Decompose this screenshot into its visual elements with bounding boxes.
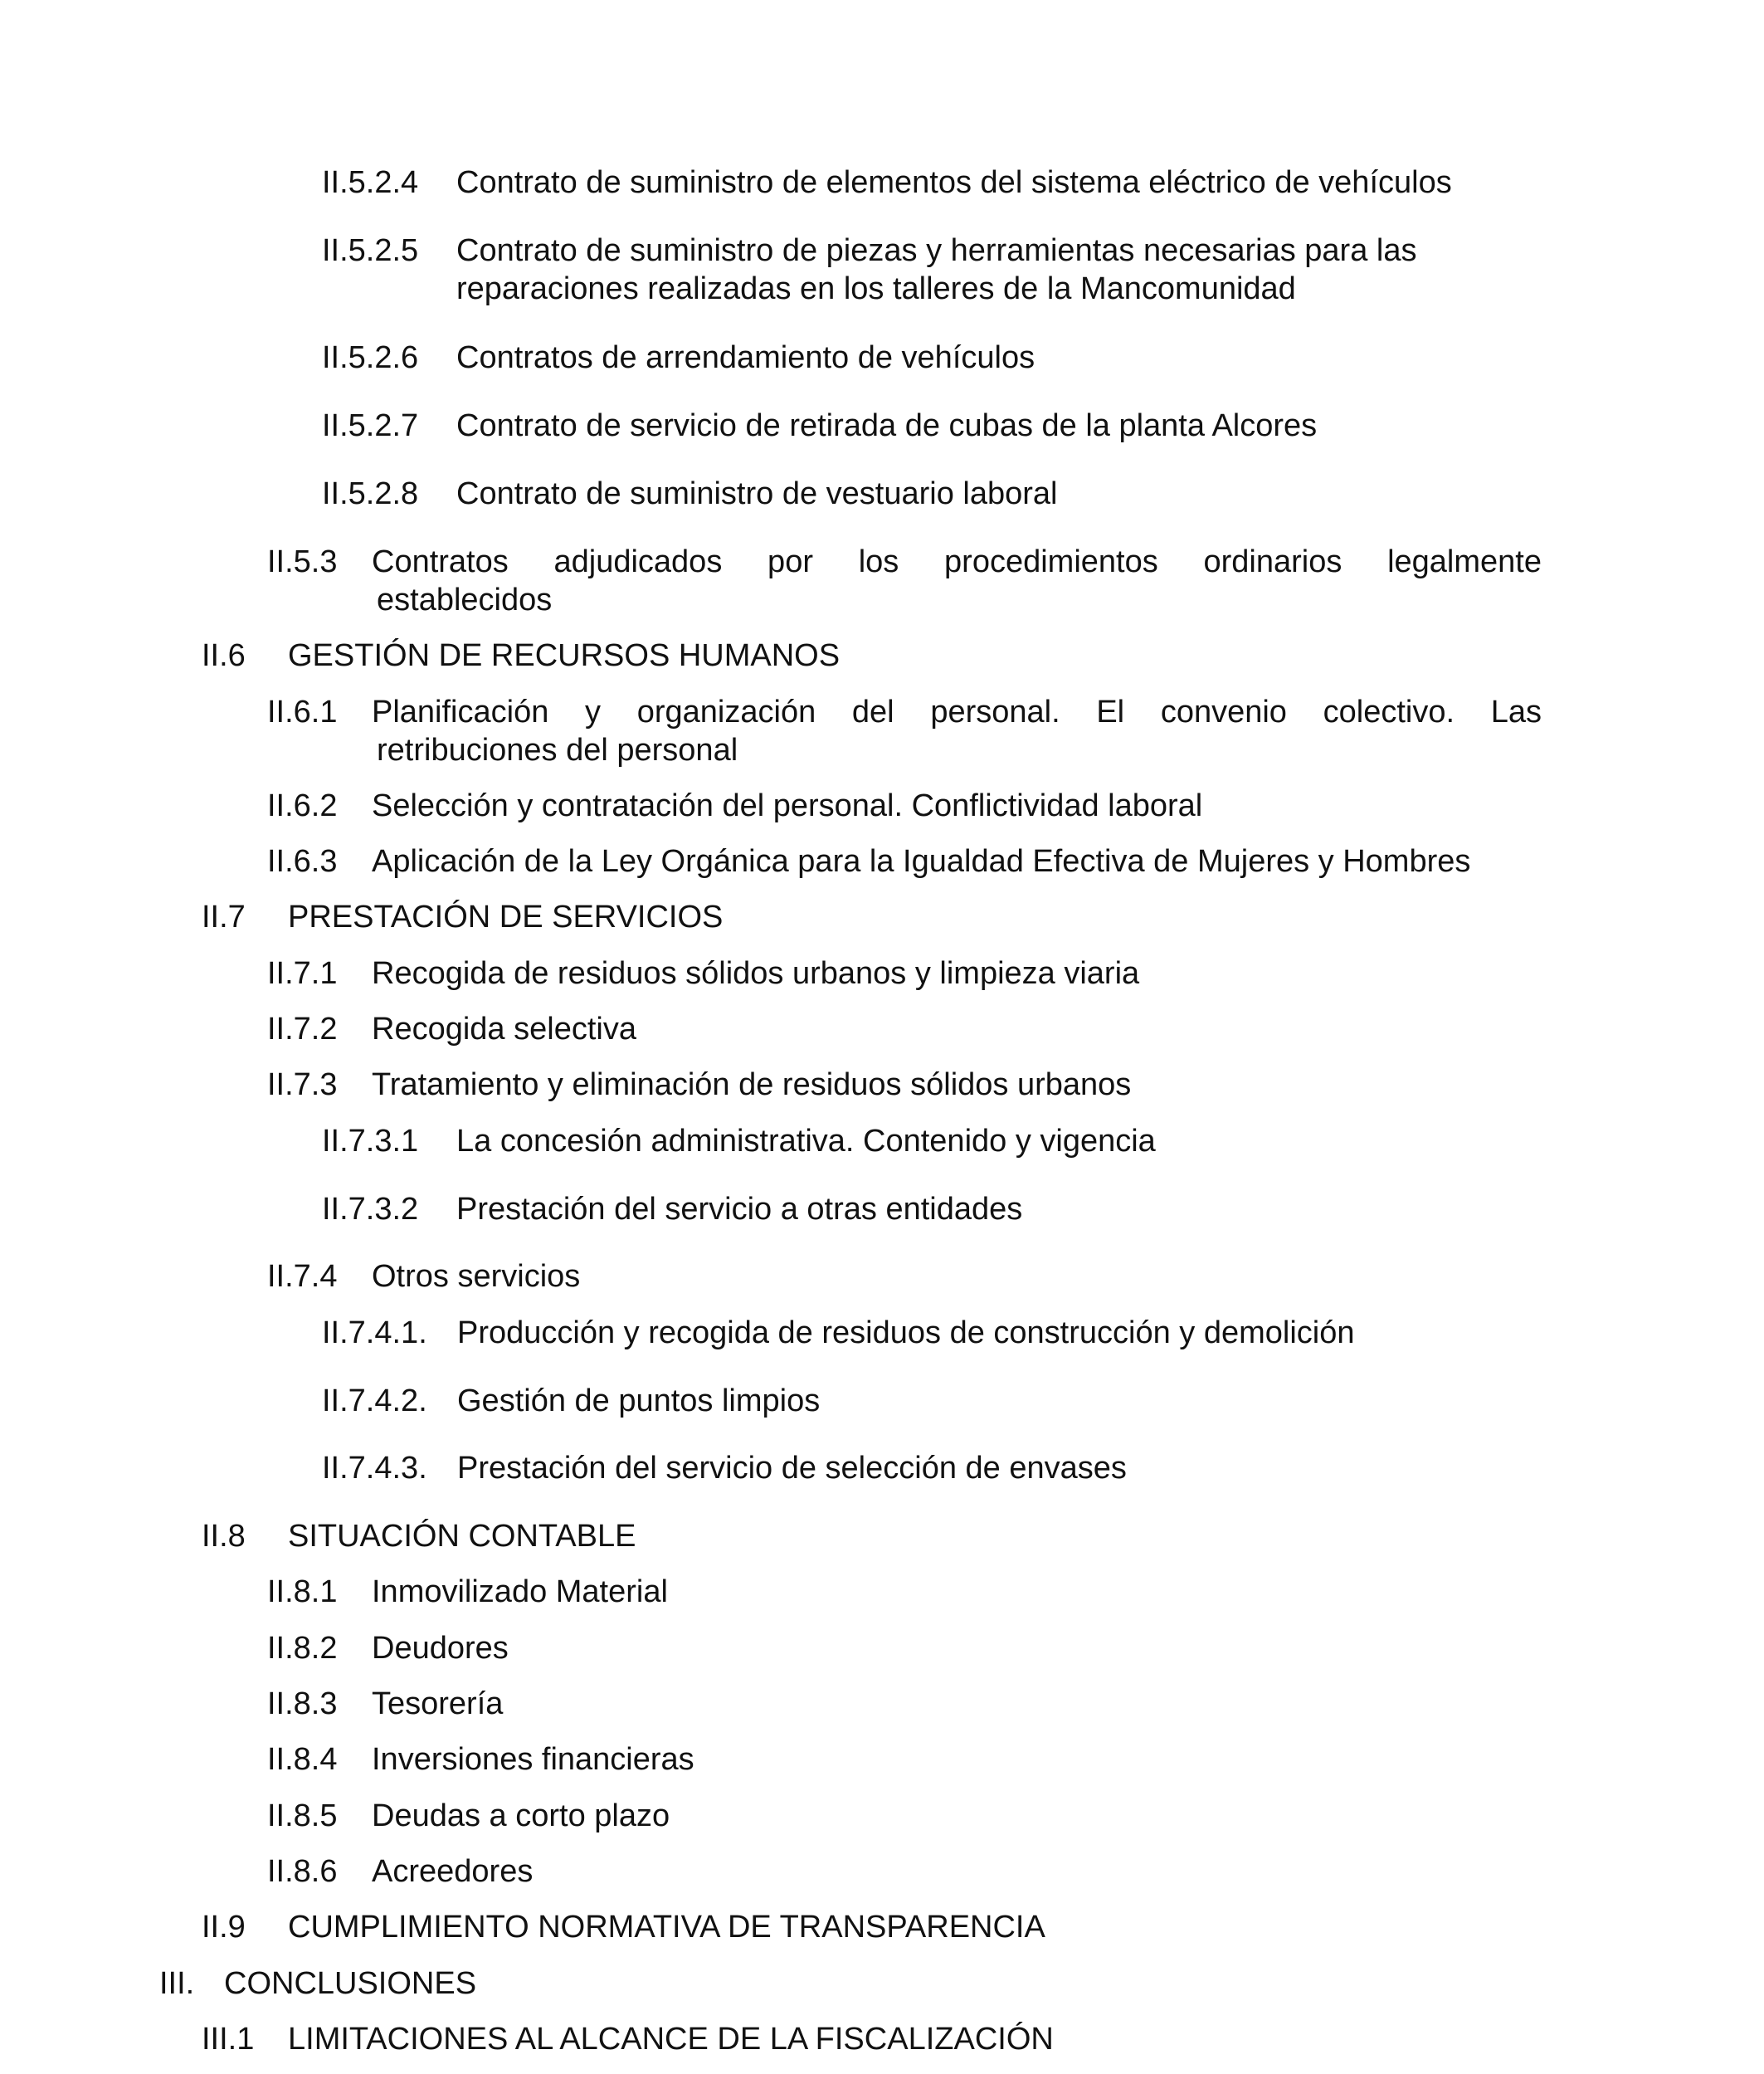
toc-entry-title: Acreedores: [372, 1854, 534, 1889]
toc-entry-title-line: Contratos adjudicados por los procedimientos ordinarios legalmente: [372, 544, 1542, 579]
toc-entry-number: II.8.3: [267, 1686, 338, 1721]
toc-entry-title-line: establecidos: [377, 583, 553, 617]
toc-entry-number: II.7: [202, 900, 246, 935]
toc-entry-title-line: Planificación y organización del personal. El convenio colectivo. Las: [372, 695, 1542, 730]
toc-entry-title: Prestación del servicio de selección de envases: [457, 1451, 1127, 1486]
toc-entry-title: Deudas a corto plazo: [372, 1798, 670, 1833]
toc-entry-number: II.5.2.4: [322, 165, 419, 200]
toc-entry-title: Inversiones financieras: [372, 1742, 694, 1777]
toc-entry-number: II.7.4.1.: [322, 1315, 427, 1350]
toc-entry-title: Selección y contratación del personal. Conflictividad laboral: [372, 788, 1203, 823]
toc-entry-number: III.: [159, 1966, 195, 2001]
toc-entry-number: II.7.3.1: [322, 1124, 419, 1159]
toc-entry-title: Otros servicios: [372, 1259, 581, 1294]
toc-entry-title-line: Contrato de suministro de piezas y herramientas necesarias para las: [456, 233, 1417, 268]
toc-entry-title: Gestión de puntos limpios: [457, 1383, 821, 1418]
toc-entry-number: II.7.4.2.: [322, 1383, 427, 1418]
toc-entry-number: II.6.2: [267, 788, 338, 823]
toc-entry-number: II.6.1: [267, 695, 338, 730]
toc-entry-number: II.6: [202, 638, 246, 673]
toc-entry[interactable]: [267, 543, 1542, 619]
toc-entry-title: PRESTACIÓN DE SERVICIOS: [288, 900, 724, 935]
toc-entry-number: II.7.1: [267, 956, 338, 991]
toc-entry-title: Contrato de suministro de vestuario laboral: [456, 476, 1058, 511]
toc-entry-title: Contrato de suministro de elementos del sistema eléctrico de vehículos: [456, 165, 1452, 200]
toc-entry-title: Recogida de residuos sólidos urbanos y limpieza viaria: [372, 956, 1140, 991]
toc-entry-number: II.8.5: [267, 1798, 338, 1833]
toc-entry-number: II.7.3: [267, 1067, 338, 1102]
toc-entry-number: II.9: [202, 1910, 246, 1945]
toc-entry-title: SITUACIÓN CONTABLE: [288, 1519, 636, 1554]
toc-entry-title: Recogida selectiva: [372, 1012, 636, 1047]
toc-entry-title: Producción y recogida de residuos de construcción y demolición: [457, 1315, 1355, 1350]
toc-entry-title: Aplicación de la Ley Orgánica para la Igualdad Efectiva de Mujeres y Hombres: [372, 844, 1471, 879]
toc-entry-title: Inmovilizado Material: [372, 1574, 668, 1609]
toc-entry-title: GESTIÓN DE RECURSOS HUMANOS: [288, 638, 841, 673]
toc-entry-title: LIMITACIONES AL ALCANCE DE LA FISCALIZACIÓN: [288, 2022, 1054, 2057]
toc-entry-number: II.7.2: [267, 1012, 338, 1047]
toc-entry-number: II.8.1: [267, 1574, 338, 1609]
toc-entry-number: II.6.3: [267, 844, 338, 879]
toc-entry-number: II.7.4: [267, 1259, 338, 1294]
toc-entry-title: Contratos de arrendamiento de vehículos: [456, 340, 1035, 375]
toc-entry-number: II.8: [202, 1519, 246, 1554]
toc-entry-title: CUMPLIMIENTO NORMATIVA DE TRANSPARENCIA: [288, 1910, 1045, 1945]
toc-entry-number: II.5.2.6: [322, 340, 419, 375]
toc-entry-title: CONCLUSIONES: [224, 1966, 477, 2001]
toc-entry-title-line: reparaciones realizadas en los talleres de la Mancomunidad: [456, 271, 1296, 306]
toc-entry-number: II.8.6: [267, 1854, 338, 1889]
toc-entry-number: II.5.2.8: [322, 476, 419, 511]
toc-entry-title: Tratamiento y eliminación de residuos sólidos urbanos: [372, 1067, 1132, 1102]
toc-entry-title: La concesión administrativa. Contenido y vigencia: [456, 1124, 1156, 1159]
toc-entry-number: II.5.2.7: [322, 408, 419, 443]
toc-entry-number: II.7.3.2: [322, 1192, 419, 1227]
toc-entry-number: II.8.4: [267, 1742, 338, 1777]
toc-entry-title-line: retribuciones del personal: [377, 733, 738, 768]
toc-entry-number: II.5.2.5: [322, 233, 419, 268]
toc-entry-title: Deudores: [372, 1631, 509, 1666]
toc-entry-title: Prestación del servicio a otras entidades: [456, 1192, 1023, 1227]
toc-entry-number: II.7.4.3.: [322, 1451, 427, 1486]
toc-entry[interactable]: [267, 693, 1542, 769]
toc-entry-title: Contrato de servicio de retirada de cubas de la planta Alcores: [456, 408, 1318, 443]
toc-entry-number: III.1: [202, 2022, 255, 2057]
toc-entry-number: II.5.3: [267, 544, 338, 579]
toc-entry-title: Tesorería: [372, 1686, 504, 1721]
toc-entry-number: II.8.2: [267, 1631, 338, 1666]
